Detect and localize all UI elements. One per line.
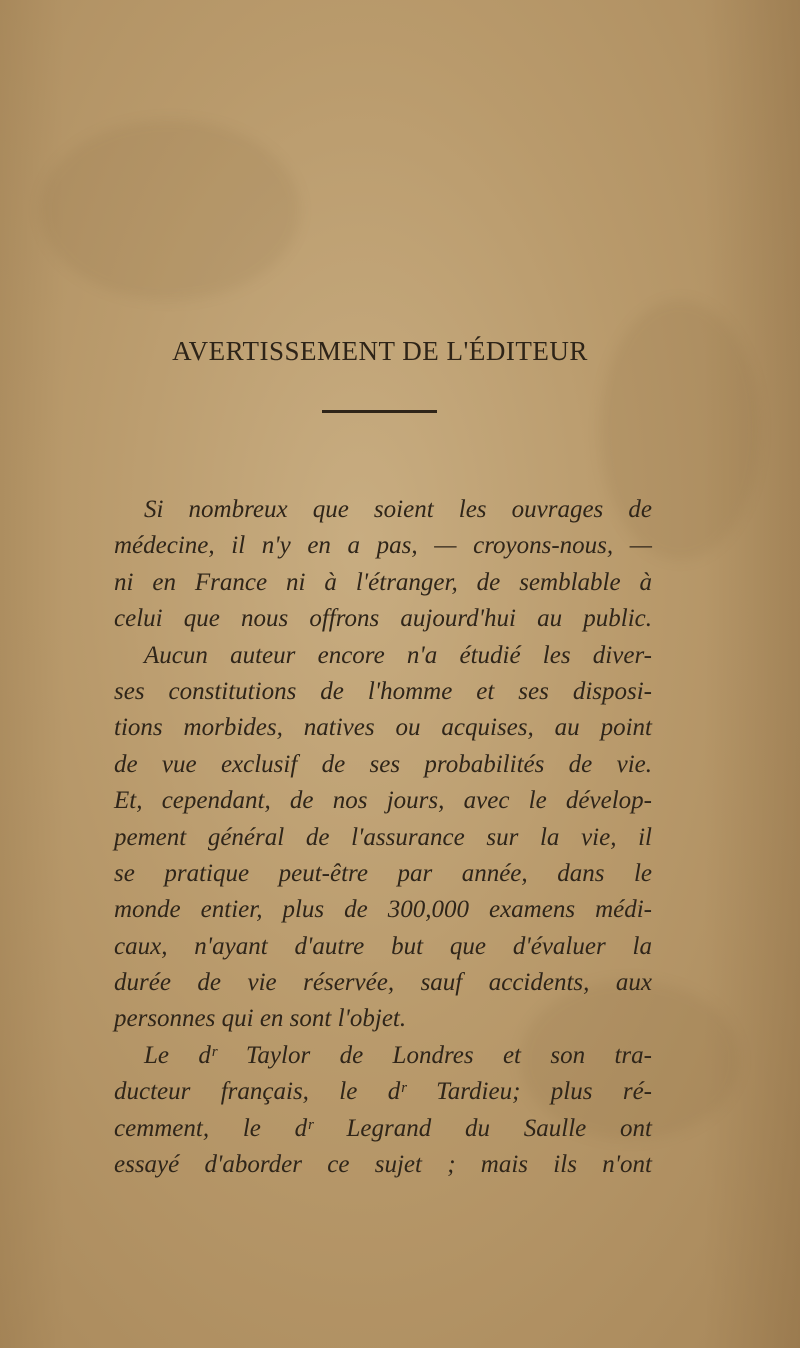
text-line: Le dʳ Taylor de Londres et son tra- [144, 1041, 652, 1069]
text-line: ses constitutions de l'homme et ses disposi- [114, 677, 652, 705]
paper-stain [40, 120, 300, 300]
text-line: se pratique peut-être par année, dans le [114, 859, 652, 887]
text-line: médecine, il n'y en a pas, — croyons-nous, — [114, 532, 652, 560]
text-line: essayé d'aborder ce sujet ; mais ils n'ont [114, 1151, 652, 1179]
text-line: durée de vie réservée, sauf accidents, aux [114, 969, 652, 997]
text-line: pement général de l'assurance sur la vie, il [114, 823, 652, 851]
text-line: de vue exclusif de ses probabilités de vie. [114, 750, 652, 778]
text-line: personnes qui en sont l'objet. [114, 1005, 407, 1033]
text-line: Et, cependant, de nos jours, avec le dévelop- [114, 787, 652, 815]
text-line: cemment, le dʳ Legrand du Saulle ont [114, 1114, 652, 1142]
text-line: monde entier, plus de 300,000 examens médi- [114, 896, 652, 924]
text-line: Si nombreux que soient les ouvrages de [144, 496, 652, 523]
text-line: caux, n'ayant d'autre but que d'évaluer la [114, 932, 652, 960]
page-heading: AVERTISSEMENT DE L'ÉDITEUR [172, 336, 588, 366]
body-text [114, 492, 652, 1183]
text-line: Aucun auteur encore n'a étudié les diver- [144, 641, 652, 669]
text-line: ducteur français, le dʳ Tardieu; plus ré- [114, 1078, 652, 1106]
text-line: tions morbides, natives ou acquises, au point [114, 714, 652, 742]
text-line: celui que nous offrons aujourd'hui au public. [114, 605, 652, 633]
heading-divider [322, 410, 437, 413]
text-line: ni en France ni à l'étranger, de semblable à [114, 568, 652, 596]
